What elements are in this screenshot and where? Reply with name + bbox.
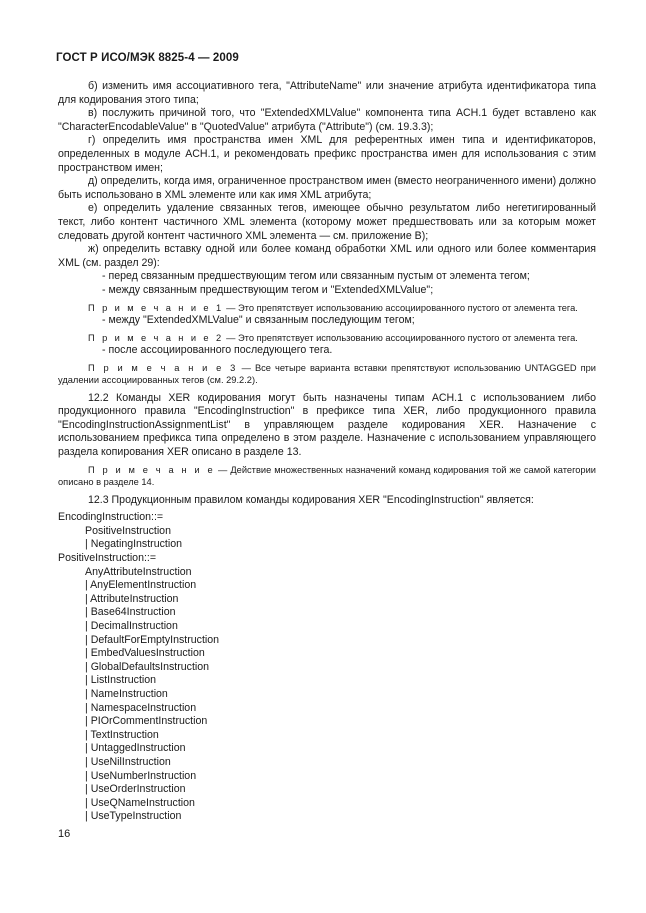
- page-header-title: ГОСТ Р ИСО/МЭК 8825-4 — 2009: [56, 52, 239, 64]
- grammar-alternative: | ListInstruction: [85, 674, 157, 687]
- note-paragraph: [58, 332, 596, 345]
- grammar-alternative: | Base64Instruction: [85, 606, 176, 619]
- grammar-alternative: | AttributeInstruction: [85, 592, 179, 605]
- grammar-listing: [58, 511, 596, 824]
- note-label: П р и м е ч а н и е 1: [88, 302, 224, 313]
- note-text: — Действие множественных назначений команд кодирования той же самой категории описано в разделе 14.: [58, 464, 596, 488]
- grammar-alternative: | TextInstruction: [85, 728, 159, 741]
- list-subitem: - между связанным предшествующим тегом и "ExtendedXMLValue";: [102, 283, 434, 296]
- page-number: 16: [58, 828, 71, 840]
- body-paragraph: б) изменить имя ассоциативного тега, "AttributeName" или значение атрибута идентификатора типа для кодирования этого типа;: [58, 80, 596, 106]
- grammar-alternative: | UseQNameInstruction: [85, 796, 195, 809]
- grammar-alternative: | AnyElementInstruction: [85, 579, 197, 592]
- note-paragraph: [58, 362, 596, 387]
- grammar-alternative: PositiveInstruction: [85, 524, 171, 537]
- grammar-alternative: | GlobalDefaultsInstruction: [85, 660, 210, 673]
- grammar-alternative: | DefaultForEmptyInstruction: [85, 633, 220, 646]
- grammar-alternative: | PIOrCommentInstruction: [85, 715, 208, 728]
- grammar-alternative: | NameInstruction: [85, 687, 168, 700]
- grammar-alternative: AnyAttributeInstruction: [85, 565, 192, 578]
- note-text: — Это препятствует использованию ассоциированного пустого от элемента тега.: [223, 302, 578, 313]
- list-subitem: - перед связанным предшествующим тегом или связанным пустым от элемента тегом;: [102, 270, 530, 283]
- note-label: П р и м е ч а н и е 2: [88, 332, 224, 343]
- body-paragraph: е) определить удаление связанных тегов, имеющее обычно результатом либо негетигированный текст, либо контент частичного XML элемента (которому может предшествовать или за которым может следовать другой контент частичного XML элемента — см. приложение В);: [58, 202, 596, 242]
- note-text: — Все четыре варианта вставки препятствуют использованию UNTAGGED при удалении ассоциированных тегов (см. 29.2.2).: [58, 362, 596, 386]
- note-label: П р и м е ч а н и е 3: [88, 362, 238, 373]
- list-subitem: - между "ExtendedXMLValue" и связанным последующим тегом;: [102, 314, 415, 326]
- grammar-alternative: | EmbedValuesInstruction: [85, 647, 205, 660]
- grammar-alternative: | UseTypeInstruction: [85, 810, 182, 823]
- grammar-production: EncodingInstruction::=: [58, 511, 164, 524]
- list-subitem: - после ассоциированного последующего тега.: [102, 344, 333, 357]
- grammar-alternative: | UseNumberInstruction: [85, 769, 197, 782]
- page-body: [58, 80, 596, 824]
- body-text: [58, 80, 596, 507]
- grammar-alternative: | UseNilInstruction: [85, 755, 171, 768]
- body-paragraph: д) определить, когда имя, ограниченное пространством имен (вместо неограниченного имени) должно быть использовано в XML элементе или как имя XML атрибута;: [58, 175, 596, 201]
- body-paragraph: ж) определить вставку одной или более команд обработки XML или одного или более комментария XML (см. раздел 29):: [58, 243, 596, 269]
- grammar-alternative: | DecimalInstruction: [85, 620, 178, 632]
- note-label: П р и м е ч а н и е: [88, 464, 216, 475]
- note-paragraph: [58, 302, 596, 315]
- body-paragraph: в) послужить причиной того, что "ExtendedXMLValue" компонента типа ACH.1 будет вставлено как "CharacterEncodableValue" в "QuotedValue" атрибута ("Attribute") (см. 19.3.3);: [58, 107, 596, 133]
- grammar-production: PositiveInstruction::=: [58, 552, 157, 565]
- grammar-alternative: | NegatingInstruction: [85, 538, 182, 551]
- body-paragraph: 12.3 Продукционным правилом команды кодирования XER "EncodingInstruction" является:: [88, 493, 534, 506]
- note-paragraph: [58, 464, 596, 489]
- note-text: — Это препятствует использованию ассоциированного пустого от элемента тега.: [223, 332, 578, 343]
- grammar-alternative: | UseOrderInstruction: [85, 783, 186, 796]
- grammar-alternative: | UntaggedInstruction: [85, 742, 186, 755]
- body-paragraph: г) определить имя пространства имен XML для референтных имен типа и идентификаторов, определенных в модуле ACH.1, и рекомендовать префикс пространства имен для использования с этим пространством имен;: [58, 134, 596, 174]
- grammar-alternative: | NamespaceInstruction: [85, 701, 197, 714]
- body-paragraph: 12.2 Команды XER кодирования могут быть назначены типам ACH.1 с использованием либо продукционного правила "EncodingInstruction" в префиксе типа XER, либо продукционного правила "EncodingInstructionAssignmentList" в управляющем разделе кодирования XER. Назначение с использованием префикса типа определено в этом разделе. Назначение с использованием управляющего раздела копирования XER описано в разделе 13.: [58, 391, 596, 459]
